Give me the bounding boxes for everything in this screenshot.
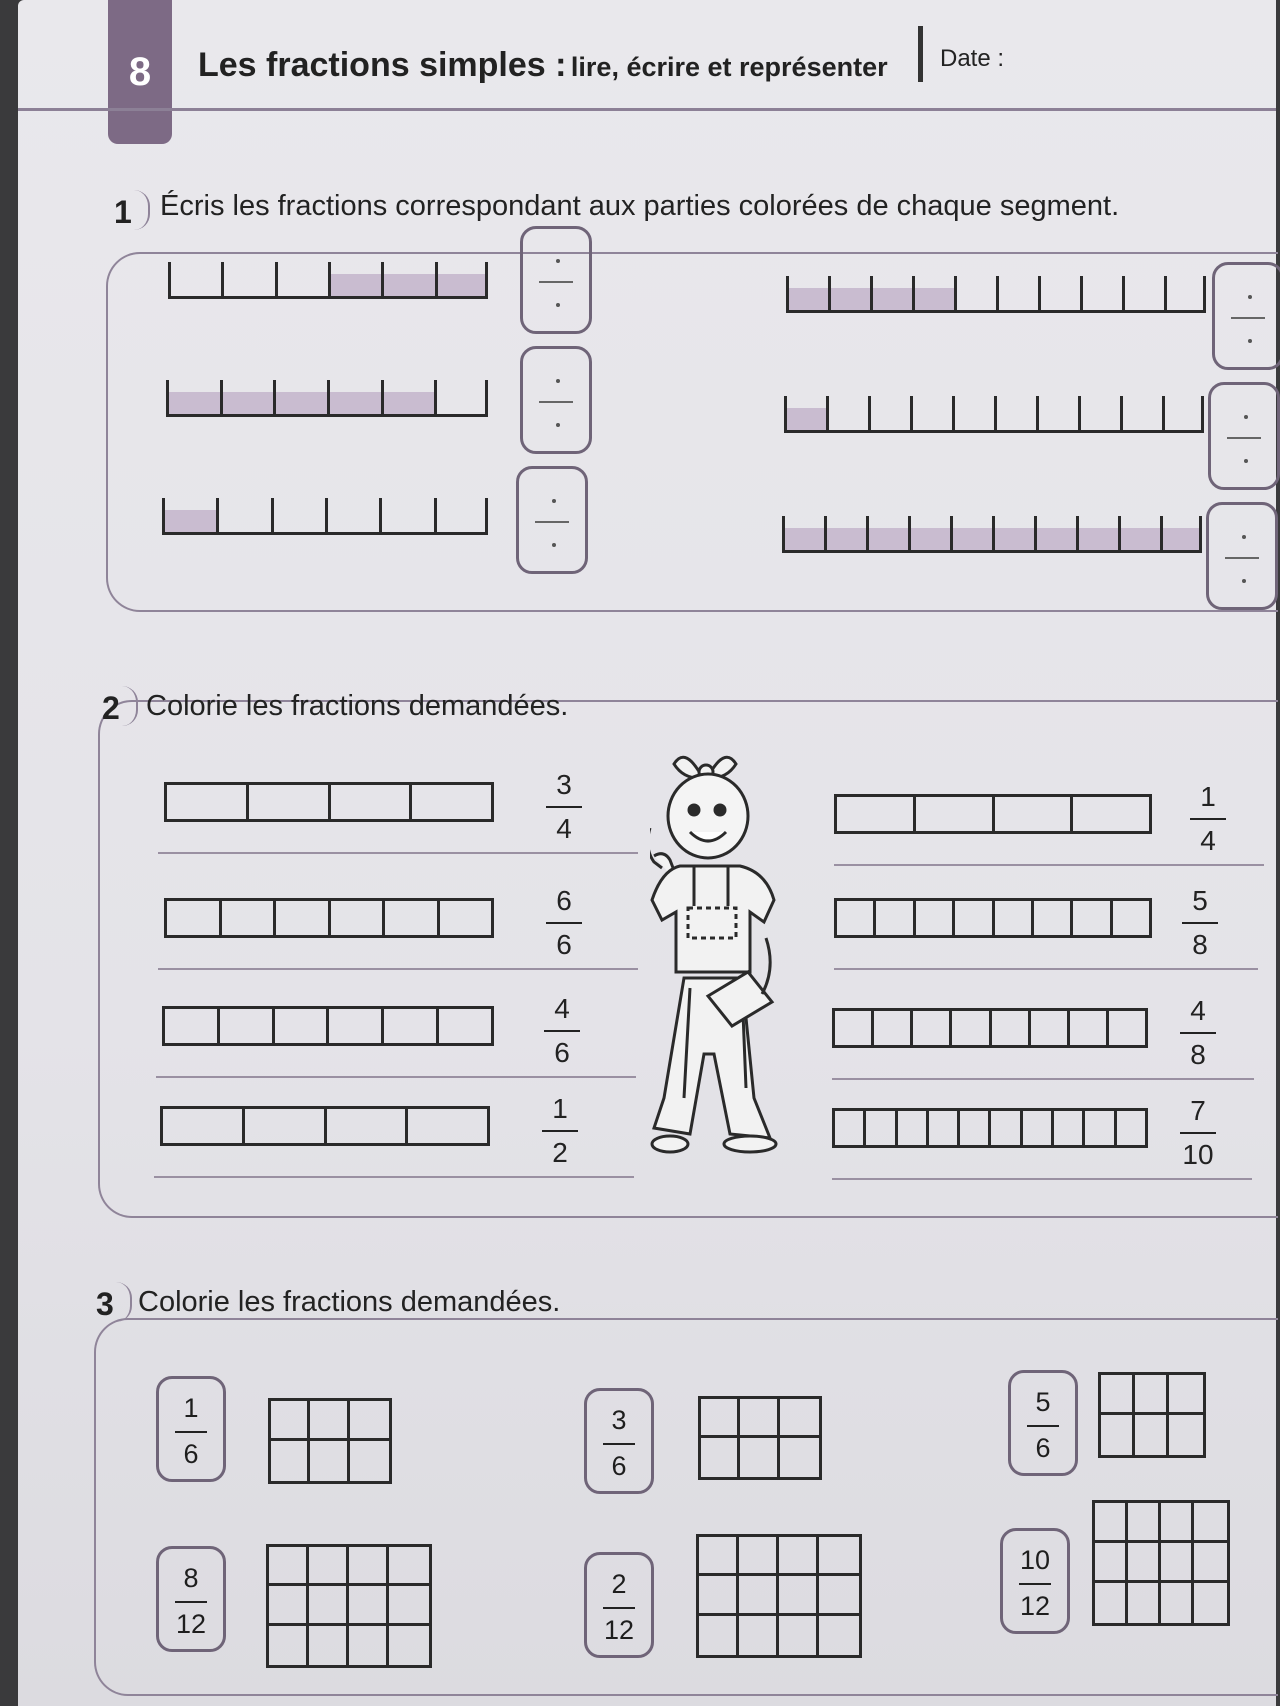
girl-illustration — [650, 748, 820, 1208]
right-fraction-1 — [1178, 780, 1238, 858]
fraction-denominator: 12 — [175, 1609, 207, 1639]
grid-cell[interactable] — [1161, 1543, 1194, 1583]
fraction-bar — [1019, 1583, 1051, 1585]
fraction-grid-2[interactable] — [698, 1396, 822, 1480]
segment-tick — [1036, 396, 1039, 430]
segment-tick — [1203, 276, 1206, 310]
exercise-3-instruction: Colorie les fractions demandées. — [138, 1286, 561, 1318]
right-bar-4[interactable] — [832, 1108, 1148, 1148]
fraction-numerator: 2 — [611, 1569, 627, 1599]
fraction-bar — [1180, 1132, 1216, 1134]
bar-cell[interactable] — [874, 1011, 913, 1045]
bar-cell[interactable] — [1073, 797, 1149, 831]
bar-cell[interactable] — [439, 1009, 491, 1043]
grid-cell[interactable] — [780, 1399, 819, 1438]
grid-cell[interactable] — [269, 1626, 309, 1665]
grid-cell[interactable] — [739, 1576, 779, 1615]
grid-cell[interactable] — [1161, 1503, 1194, 1543]
fraction-numerator: 1 — [552, 1093, 568, 1124]
segment-tick — [325, 498, 328, 532]
segment-tick — [782, 516, 785, 550]
segment-2 — [166, 380, 488, 417]
fraction-box-3 — [1008, 1370, 1078, 1476]
bar-cell[interactable] — [1109, 1011, 1145, 1045]
bar-cell[interactable] — [163, 1109, 245, 1143]
answer-underline — [158, 968, 638, 970]
fraction-bar — [1180, 1032, 1216, 1034]
fraction-numerator: 3 — [611, 1405, 627, 1435]
grid-cell[interactable] — [310, 1441, 349, 1481]
grid-cell[interactable] — [739, 1616, 779, 1655]
bar-cell[interactable] — [992, 1011, 1031, 1045]
grid-cell[interactable] — [1128, 1503, 1161, 1543]
grid-cell[interactable] — [389, 1547, 429, 1586]
grid-cell[interactable] — [1169, 1415, 1203, 1455]
grid-cell[interactable] — [1169, 1375, 1203, 1415]
segment-tick — [950, 516, 953, 550]
fraction-denominator: 6 — [183, 1439, 199, 1469]
fraction-grid-4[interactable] — [266, 1544, 432, 1668]
fraction-grid-3[interactable] — [1098, 1372, 1206, 1458]
grid-cell[interactable] — [1194, 1583, 1227, 1623]
fraction-denominator: 8 — [1190, 1039, 1206, 1070]
dot — [1242, 579, 1246, 583]
segment-tick — [1080, 276, 1083, 310]
segment-3 — [162, 498, 488, 535]
grid-cell[interactable] — [699, 1616, 739, 1655]
grid-cell[interactable] — [350, 1401, 389, 1441]
segment-tick — [485, 262, 488, 296]
date-separator — [918, 26, 923, 82]
dot — [552, 499, 556, 503]
title-main: Les fractions simples : — [198, 46, 567, 84]
segment-tick — [271, 498, 274, 532]
dot — [1244, 459, 1248, 463]
grid-cell[interactable] — [349, 1547, 389, 1586]
segment-tick — [220, 380, 223, 414]
fraction-bar — [1182, 922, 1218, 924]
bar-cell[interactable] — [167, 785, 249, 819]
bar-cell[interactable] — [1073, 901, 1112, 935]
fraction-numerator: 6 — [556, 885, 572, 916]
fraction-bar — [544, 1030, 580, 1032]
segment-tick — [434, 380, 437, 414]
bar-cell[interactable] — [837, 797, 916, 831]
segment-colored-part — [784, 408, 826, 430]
bar-cell[interactable] — [327, 1109, 409, 1143]
bar-cell[interactable] — [408, 1109, 487, 1143]
answer-box-1[interactable] — [520, 226, 592, 334]
segment-tick — [381, 262, 384, 296]
segment-tick — [994, 396, 997, 430]
fraction-bar — [546, 806, 582, 808]
segment-tick — [328, 262, 331, 296]
segment-tick — [908, 516, 911, 550]
dot — [556, 303, 560, 307]
dot — [1248, 339, 1252, 343]
grid-cell[interactable] — [701, 1438, 740, 1477]
grid-cell[interactable] — [819, 1576, 859, 1615]
grid-cell[interactable] — [271, 1401, 310, 1441]
segment-tick — [485, 498, 488, 532]
segment-tick — [168, 262, 171, 296]
fraction-denominator: 6 — [556, 929, 572, 960]
segment-colored-part — [162, 510, 216, 532]
fraction-grid-5[interactable] — [696, 1534, 862, 1658]
bar-cell[interactable] — [952, 1011, 991, 1045]
segment-4 — [786, 276, 1206, 313]
bar-cell[interactable] — [1054, 1111, 1085, 1145]
bar-cell[interactable] — [275, 1009, 330, 1043]
fraction-bar — [546, 922, 582, 924]
fraction-denominator: 12 — [1019, 1591, 1051, 1621]
grid-cell[interactable] — [780, 1438, 819, 1477]
segment-tick — [216, 498, 219, 532]
fraction-bar — [1190, 818, 1226, 820]
segment-tick — [379, 498, 382, 532]
bar-cell[interactable] — [1031, 1011, 1070, 1045]
grid-cell[interactable] — [701, 1399, 740, 1438]
bar-cell[interactable] — [276, 901, 331, 935]
dot — [1242, 535, 1246, 539]
fraction-numerator: 7 — [1190, 1095, 1206, 1126]
bar-cell[interactable] — [835, 1111, 866, 1145]
segment-tick — [1160, 516, 1163, 550]
segment-tick — [381, 380, 384, 414]
exercise-2-instruction: Colorie les fractions demandées. — [146, 690, 569, 722]
fraction-line — [1225, 557, 1259, 559]
answer-underline — [832, 1078, 1254, 1080]
segment-tick — [273, 380, 276, 414]
segment-6 — [782, 516, 1202, 553]
answer-underline — [158, 852, 638, 854]
bar-cell[interactable] — [167, 901, 222, 935]
fraction-box-1 — [156, 1376, 226, 1482]
fraction-grid-1[interactable] — [268, 1398, 392, 1484]
segment-tick — [1078, 396, 1081, 430]
segment-tick — [1122, 276, 1125, 310]
fraction-line — [1231, 317, 1265, 319]
bar-cell[interactable] — [245, 1109, 327, 1143]
grid-cell[interactable] — [389, 1626, 429, 1665]
grid-cell[interactable] — [1194, 1543, 1227, 1583]
fraction-bar — [175, 1601, 207, 1603]
chapter-number-tab: 8 — [108, 0, 172, 144]
header-divider — [18, 108, 1276, 111]
bar-cell[interactable] — [329, 1009, 384, 1043]
fraction-numerator: 1 — [183, 1393, 199, 1423]
dot — [556, 423, 560, 427]
grid-cell[interactable] — [309, 1586, 349, 1625]
fraction-bar — [603, 1443, 635, 1445]
fraction-denominator: 10 — [1182, 1139, 1214, 1170]
fraction-box-5 — [584, 1552, 654, 1658]
segment-tick — [870, 276, 873, 310]
answer-box-5[interactable] — [1208, 382, 1280, 490]
segment-tick — [786, 276, 789, 310]
segment-tick — [1038, 276, 1041, 310]
fraction-bar — [603, 1607, 635, 1609]
grid-cell[interactable] — [699, 1576, 739, 1615]
segment-tick — [485, 380, 488, 414]
bar-cell[interactable] — [929, 1111, 960, 1145]
fraction-numerator: 8 — [183, 1563, 199, 1593]
dot — [556, 259, 560, 263]
segment-tick — [1199, 516, 1202, 550]
segment-5 — [784, 396, 1204, 433]
bar-cell[interactable] — [1113, 901, 1149, 935]
bar-cell[interactable] — [995, 797, 1074, 831]
bar-cell[interactable] — [331, 785, 413, 819]
grid-cell[interactable] — [349, 1586, 389, 1625]
grid-cell[interactable] — [1095, 1503, 1128, 1543]
bar-cell[interactable] — [412, 785, 491, 819]
left-bar-3[interactable] — [162, 1006, 494, 1046]
date-label: Date : — [940, 45, 1005, 72]
grid-cell[interactable] — [699, 1537, 739, 1576]
fraction-denominator: 2 — [552, 1137, 568, 1168]
segment-1 — [168, 262, 488, 299]
grid-cell[interactable] — [779, 1616, 819, 1655]
fraction-denominator: 6 — [1035, 1433, 1051, 1463]
left-bar-1[interactable] — [164, 782, 494, 822]
left-fraction-3 — [532, 992, 592, 1070]
grid-cell[interactable] — [309, 1626, 349, 1665]
bar-cell[interactable] — [955, 901, 994, 935]
grid-cell[interactable] — [350, 1441, 389, 1481]
fraction-box-4 — [156, 1546, 226, 1652]
grid-cell[interactable] — [779, 1537, 819, 1576]
fraction-numerator: 5 — [1192, 885, 1208, 916]
exercise-3-number: 3 — [96, 1286, 114, 1322]
bar-cell[interactable] — [991, 1111, 1022, 1145]
segment-tick — [1120, 396, 1123, 430]
fraction-box-2 — [584, 1388, 654, 1494]
left-fraction-2 — [534, 884, 594, 962]
grid-cell[interactable] — [1135, 1375, 1169, 1415]
answer-underline — [834, 968, 1258, 970]
answer-box-6[interactable] — [1206, 502, 1278, 610]
grid-cell[interactable] — [740, 1399, 779, 1438]
exercise-1-instruction: Écris les fractions correspondant aux parties colorées de chaque segment. — [160, 190, 1120, 222]
grid-cell[interactable] — [819, 1616, 859, 1655]
segment-colored-part — [328, 274, 488, 296]
fraction-grid-6[interactable] — [1092, 1500, 1230, 1626]
segment-tick — [996, 276, 999, 310]
fraction-numerator: 4 — [554, 993, 570, 1024]
answer-underline — [156, 1076, 636, 1078]
bar-cell[interactable] — [165, 1009, 220, 1043]
grid-cell[interactable] — [819, 1537, 859, 1576]
fraction-bar — [1027, 1425, 1059, 1427]
grid-cell[interactable] — [1101, 1415, 1135, 1455]
segment-tick — [866, 516, 869, 550]
left-bar-4[interactable] — [160, 1106, 490, 1146]
right-fraction-4 — [1168, 1094, 1228, 1172]
grid-cell[interactable] — [1194, 1503, 1227, 1543]
bar-cell[interactable] — [249, 785, 331, 819]
dot — [1244, 415, 1248, 419]
segment-tick — [221, 262, 224, 296]
grid-cell[interactable] — [739, 1537, 779, 1576]
segment-tick — [434, 498, 437, 532]
bar-cell[interactable] — [960, 1111, 991, 1145]
bar-cell[interactable] — [835, 1011, 874, 1045]
segment-tick — [1034, 516, 1037, 550]
dot — [1248, 295, 1252, 299]
fraction-box-6 — [1000, 1528, 1070, 1634]
segment-tick — [828, 276, 831, 310]
bar-cell[interactable] — [440, 901, 492, 935]
fraction-bar — [542, 1130, 578, 1132]
fraction-numerator: 1 — [1200, 781, 1216, 812]
dot — [556, 379, 560, 383]
bar-cell[interactable] — [913, 1011, 952, 1045]
answer-box-2[interactable] — [520, 346, 592, 454]
bar-cell[interactable] — [876, 901, 915, 935]
grid-cell[interactable] — [271, 1441, 310, 1481]
bar-cell[interactable] — [1034, 901, 1073, 935]
bar-cell[interactable] — [220, 1009, 275, 1043]
grid-cell[interactable] — [309, 1547, 349, 1586]
grid-cell[interactable] — [349, 1626, 389, 1665]
segment-tick — [992, 516, 995, 550]
grid-cell[interactable] — [740, 1438, 779, 1477]
segment-tick — [824, 516, 827, 550]
segment-tick — [1118, 516, 1121, 550]
bar-cell[interactable] — [866, 1111, 897, 1145]
bar-cell[interactable] — [916, 797, 995, 831]
fraction-denominator: 4 — [1200, 825, 1216, 856]
exercise-1-number: 1 — [114, 194, 132, 230]
fraction-numerator: 10 — [1019, 1545, 1051, 1575]
segment-tick — [1164, 276, 1167, 310]
bar-cell[interactable] — [995, 901, 1034, 935]
right-fraction-2 — [1170, 884, 1230, 962]
fraction-line — [539, 281, 573, 283]
segment-tick — [784, 396, 787, 430]
segment-tick — [1162, 396, 1165, 430]
fraction-denominator: 8 — [1192, 929, 1208, 960]
grid-cell[interactable] — [1095, 1543, 1128, 1583]
answer-box-3[interactable] — [516, 466, 588, 574]
right-bar-2[interactable] — [834, 898, 1152, 938]
grid-cell[interactable] — [389, 1586, 429, 1625]
bar-cell[interactable] — [1070, 1011, 1109, 1045]
right-bar-3[interactable] — [832, 1008, 1148, 1048]
grid-cell[interactable] — [1161, 1583, 1194, 1623]
bar-cell[interactable] — [1023, 1111, 1054, 1145]
right-fraction-3 — [1168, 994, 1228, 1072]
segment-tick — [912, 276, 915, 310]
answer-box-4[interactable] — [1212, 262, 1280, 370]
fraction-denominator: 4 — [556, 813, 572, 844]
fraction-line — [539, 401, 573, 403]
grid-cell[interactable] — [310, 1401, 349, 1441]
segment-tick — [1201, 396, 1204, 430]
page-title — [198, 46, 888, 85]
fraction-denominator: 6 — [611, 1451, 627, 1481]
grid-cell[interactable] — [1128, 1583, 1161, 1623]
grid-cell[interactable] — [779, 1576, 819, 1615]
grid-cell[interactable] — [1135, 1415, 1169, 1455]
exercise-2-number: 2 — [102, 690, 120, 726]
bar-cell[interactable] — [1117, 1111, 1145, 1145]
left-fraction-4 — [530, 1092, 590, 1170]
segment-tick — [275, 262, 278, 296]
segment-tick — [435, 262, 438, 296]
answer-underline — [834, 864, 1264, 866]
fraction-bar — [175, 1431, 207, 1433]
segment-tick — [952, 396, 955, 430]
segment-tick — [954, 276, 957, 310]
bar-cell[interactable] — [384, 1009, 439, 1043]
segment-tick — [162, 498, 165, 532]
grid-cell[interactable] — [1128, 1543, 1161, 1583]
answer-underline — [832, 1178, 1252, 1180]
workbook-page — [18, 0, 1276, 1706]
bar-cell[interactable] — [837, 901, 876, 935]
left-bar-2[interactable] — [164, 898, 494, 938]
segment-tick — [1076, 516, 1079, 550]
grid-cell[interactable] — [1101, 1375, 1135, 1415]
segment-colored-part — [166, 392, 434, 414]
segment-tick — [327, 380, 330, 414]
fraction-line — [535, 521, 569, 523]
bar-cell[interactable] — [385, 901, 440, 935]
fraction-numerator: 5 — [1035, 1387, 1051, 1417]
answer-underline — [154, 1176, 634, 1178]
bar-cell[interactable] — [222, 901, 277, 935]
fraction-numerator: 3 — [556, 769, 572, 800]
grid-cell[interactable] — [269, 1586, 309, 1625]
bar-cell[interactable] — [898, 1111, 929, 1145]
grid-cell[interactable] — [1095, 1583, 1128, 1623]
grid-cell[interactable] — [269, 1547, 309, 1586]
bar-cell[interactable] — [331, 901, 386, 935]
fraction-denominator: 6 — [554, 1037, 570, 1068]
title-subtitle: lire, écrire et représenter — [570, 52, 888, 82]
fraction-line — [1227, 437, 1261, 439]
left-fraction-1 — [534, 768, 594, 846]
segment-tick — [826, 396, 829, 430]
segment-tick — [910, 396, 913, 430]
right-bar-1[interactable] — [834, 794, 1152, 834]
segment-tick — [868, 396, 871, 430]
bar-cell[interactable] — [1085, 1111, 1116, 1145]
fraction-numerator: 4 — [1190, 995, 1206, 1026]
dot — [552, 543, 556, 547]
bar-cell[interactable] — [916, 901, 955, 935]
segment-tick — [166, 380, 169, 414]
fraction-denominator: 12 — [603, 1615, 635, 1645]
